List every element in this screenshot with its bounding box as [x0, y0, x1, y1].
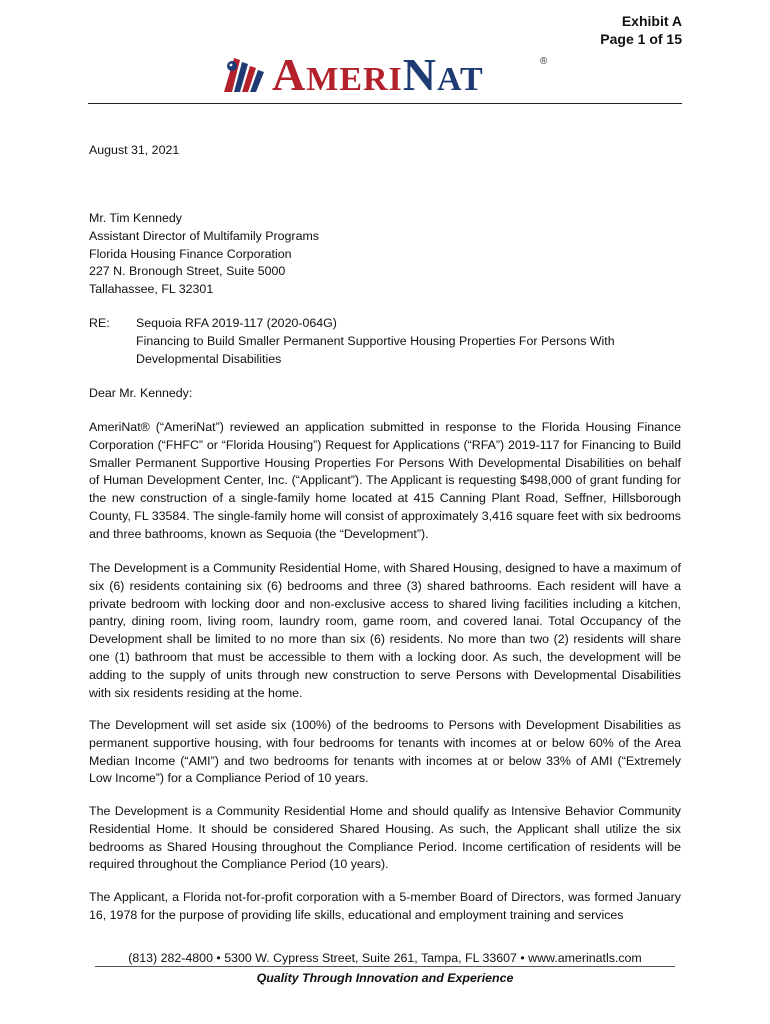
registered-mark: ®: [540, 56, 548, 67]
re-subject: [136, 315, 682, 368]
paragraph-3: The Development will set aside six (100%) of the bedrooms to Persons with Development Disabilities as permanent supportive housing, with four bedrooms for tenants with incomes at or below 60% of the Area Median Income (“AMI”) and two bedrooms for tenants with incomes at or below 33% of AMI (“Extremely Low Income”) for a Compliance Period of 10 years.: [89, 718, 681, 786]
re-line-3: Developmental Disabilities: [136, 351, 282, 366]
paragraph-4: The Development is a Community Residential Home and should qualify as Intensive Behavior Community Residential Home. It should be considered Shared Housing. As such, the Applicant shall utilize the six bedrooms as Shared Housing throughout the Compliance Period. Income certification of residents will be required throughout the Compliance Period (10 years).: [89, 804, 681, 872]
footer-divider: [95, 966, 675, 967]
logo-wordmark: AMERINAT: [272, 49, 484, 100]
amerinat-logo: [220, 50, 550, 102]
exhibit-label: [600, 12, 682, 48]
re-line-1: Sequoia RFA 2019-117 (2020-064G): [136, 316, 337, 330]
footer-tagline: Quality Through Innovation and Experience: [256, 971, 514, 985]
recipient-street: 227 N. Bronough Street, Suite 5000: [89, 264, 286, 279]
recipient-city: Tallahassee, FL 32301: [89, 282, 214, 297]
paragraph-1: AmeriNat® (“AmeriNat”) reviewed an application submitted in response to the Florida Housing Finance Corporation (“FHFC” or “Florida Housing”) Request for Applications (“RFA”) 2019-117 for Financing to Build Smaller Permanent Supportive Housing Properties For Persons With Developmental Disabilities on behalf of Human Development Center, Inc. (“Applicant”). The Applicant is requesting $498,000 of grant funding for the new construction of a single-family home located at 415 Canning Plant Road, Seffner, Hillsborough County, FL 33584. The single-family home will consist of approximately 3,416 square feet with six bedrooms and three bathrooms, known as Sequoia (the “Development”).: [89, 420, 681, 541]
recipient-name: Mr. Tim Kennedy: [89, 211, 182, 225]
eagle-flag-logo-icon: [220, 52, 266, 98]
paragraph-2: The Development is a Community Residential Home, with Shared Housing, designed to have a maximum of six (6) residents containing six (6) bedrooms and three (3) shared bathrooms. Each resident will have a private bedroom with locking door and non-exclusive access to shared living facilities including a kitchen, pantry, dining room, living room, laundry room, game room, and covered lanai. Total Occupancy of the Development shall be limited to no more than six (6) residents. No more than two (2) residents will share one (1) bathroom that must be accessible to them with a locking door. As such, the development will be adding to the supply of units through new construction to serve Persons with Developmental Disabilities with six residents residing at the home.: [89, 561, 681, 700]
recipient-organization: Florida Housing Finance Corporation: [89, 246, 292, 261]
exhibit-title: Exhibit A: [621, 13, 682, 29]
header-divider: [88, 103, 682, 104]
re-label: RE:: [89, 316, 110, 330]
letter-date: August 31, 2021: [89, 143, 180, 157]
re-line-2: Financing to Build Smaller Permanent Supportive Housing Properties For Persons With: [136, 333, 615, 348]
paragraph-5: The Applicant, a Florida not-for-profit corporation with a 5-member Board of Directors, was formed January 16, 1978 for the purpose of providing life skills, educational and employment training and services: [89, 890, 681, 922]
salutation: Dear Mr. Kennedy:: [89, 386, 193, 400]
footer-contact: (813) 282-4800 • 5300 W. Cypress Street, Suite 261, Tampa, FL 33607 • www.amerinatls.com: [128, 951, 642, 965]
recipient-title: Assistant Director of Multifamily Programs: [89, 228, 319, 243]
page-number: Page 1 of 15: [600, 31, 682, 47]
recipient-address: [89, 210, 681, 299]
